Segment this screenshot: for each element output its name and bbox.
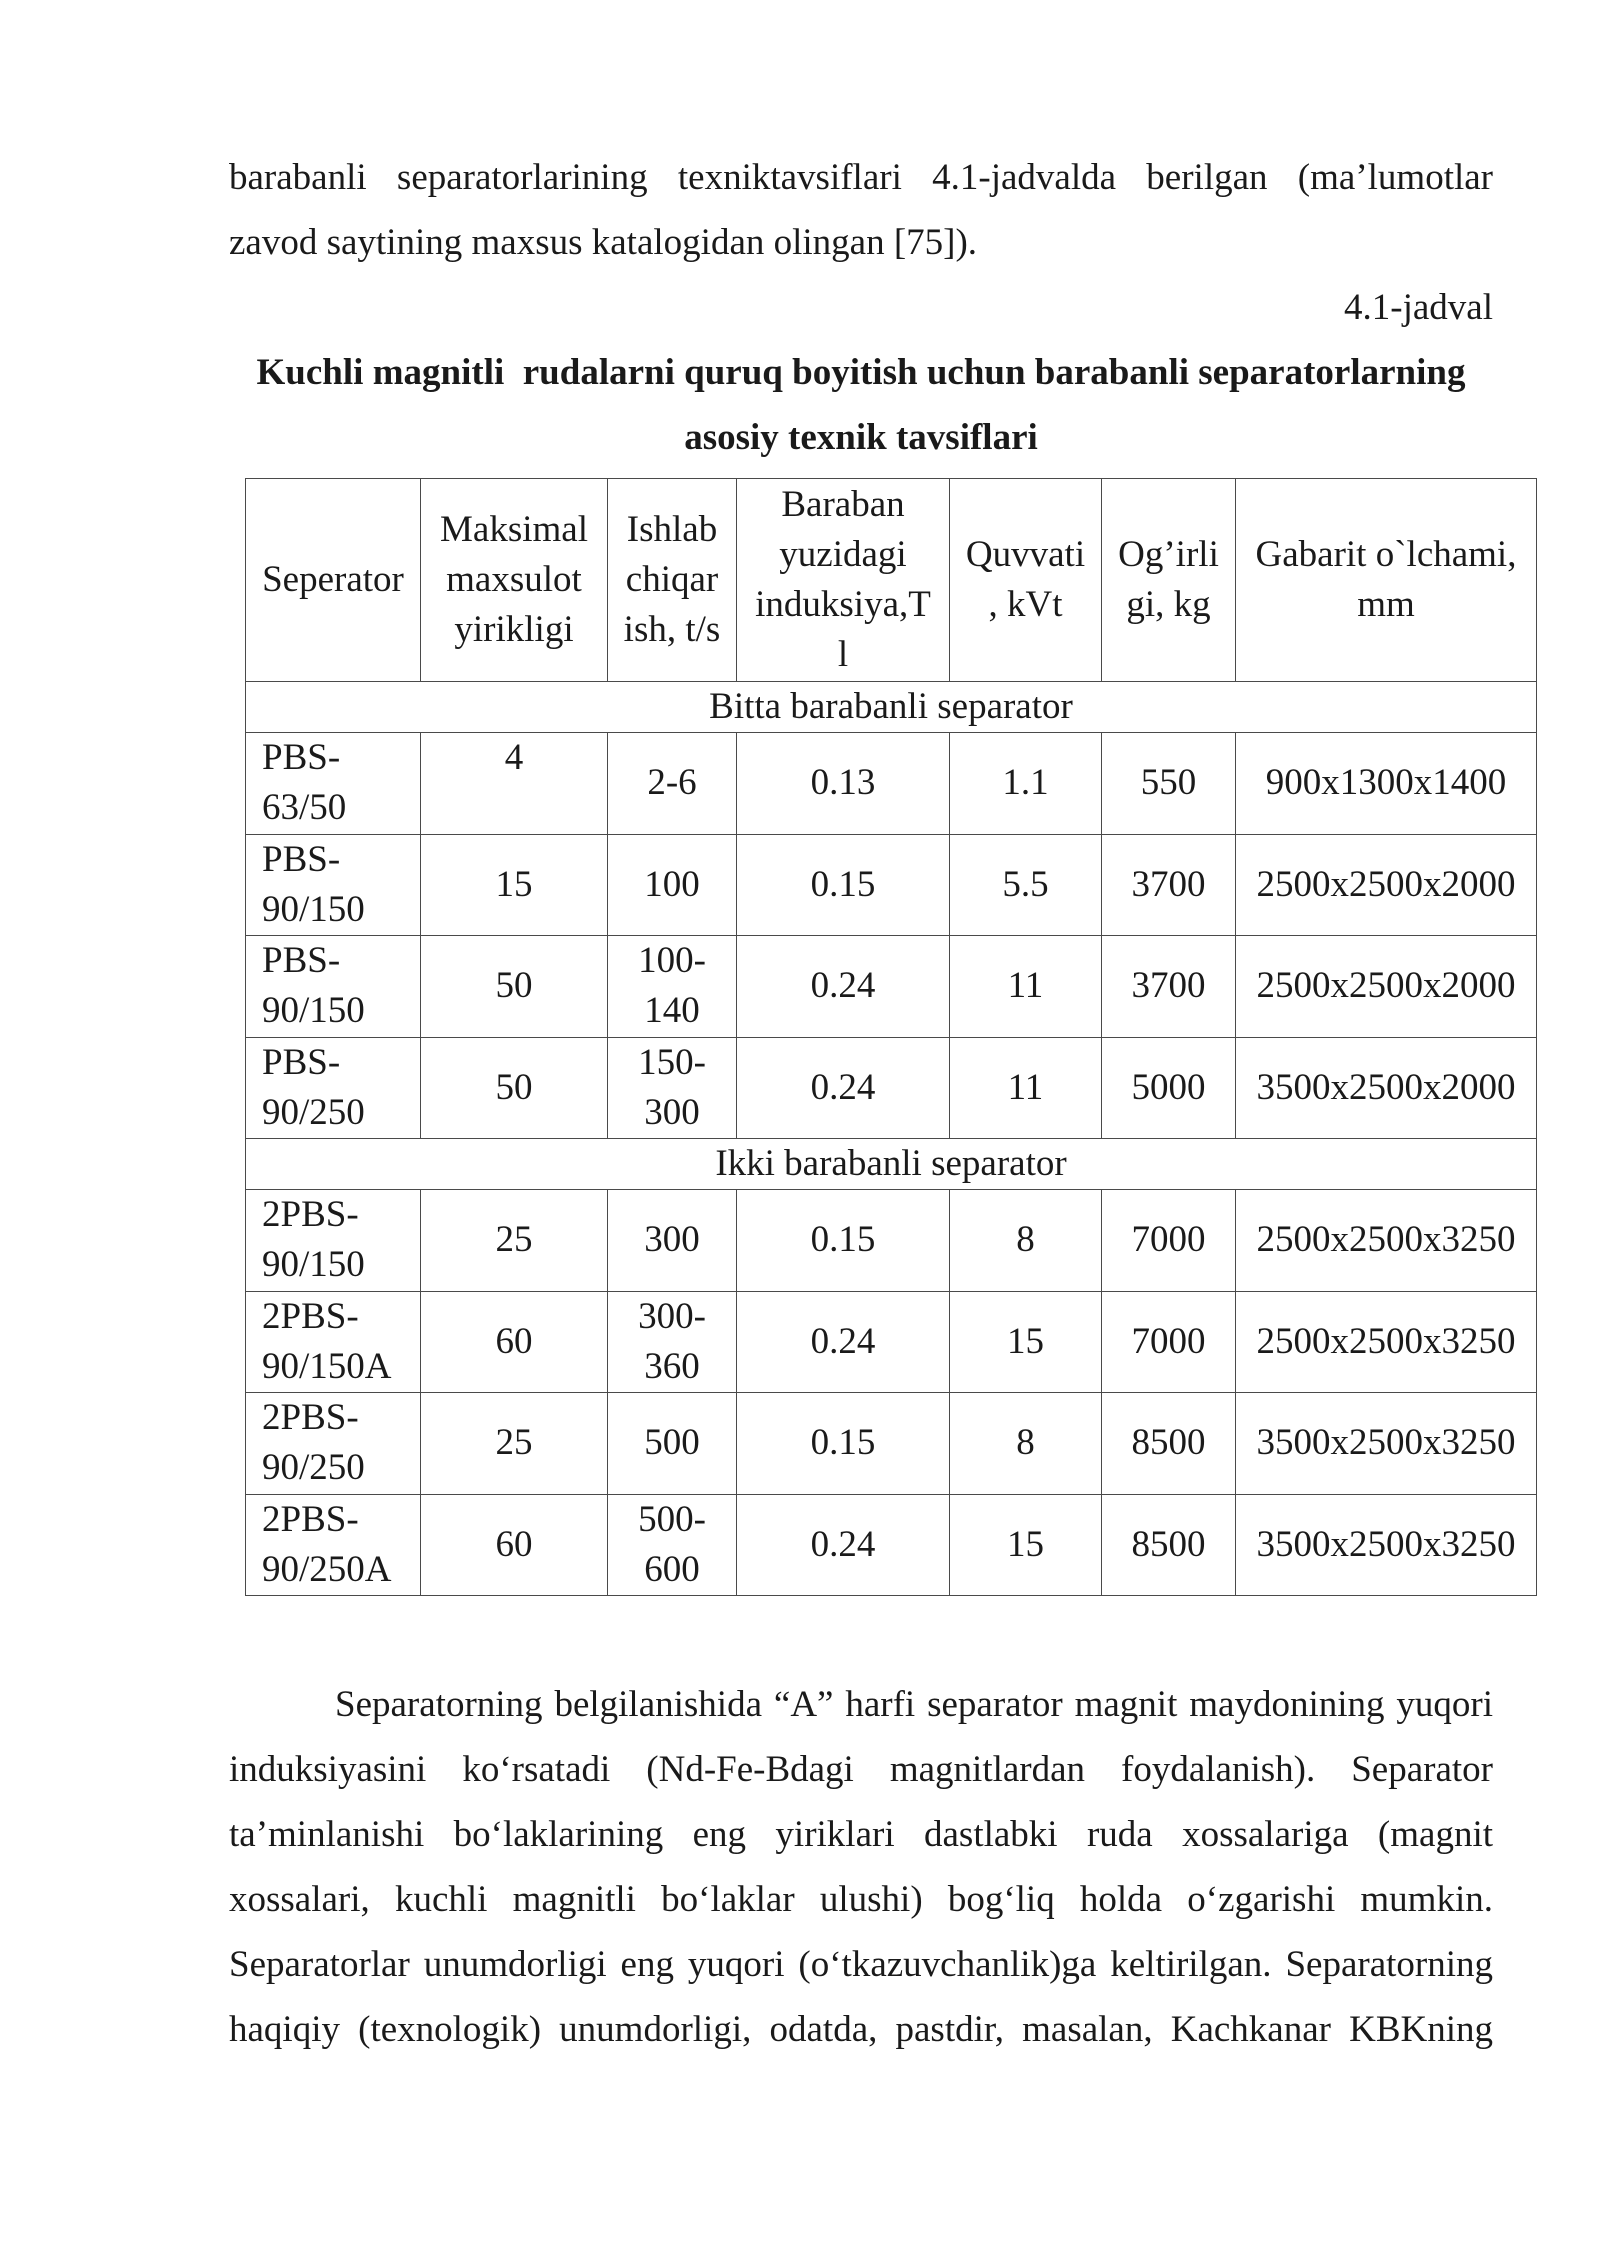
cell-induction: 0.15 — [737, 1393, 950, 1495]
header-induction: Baraban yuzidagi induksiya,T l — [737, 479, 950, 682]
cell-weight: 3700 — [1102, 834, 1236, 936]
cell-induction: 0.15 — [737, 1190, 950, 1292]
cell-max-size: 25 — [421, 1393, 608, 1495]
table-row — [246, 834, 1537, 936]
cell-weight: 3700 — [1102, 936, 1236, 1038]
specs-table — [245, 478, 1537, 1596]
cell-induction: 0.24 — [737, 936, 950, 1038]
cell-power: 11 — [950, 936, 1102, 1038]
cell-capacity: 300 — [608, 1190, 737, 1292]
cell-power: 8 — [950, 1190, 1102, 1292]
paragraph-line: Separatorning belgilanishida “A” harfi separator magnit maydonining yuqori — [335, 1684, 1493, 1725]
cell-dimensions: 2500x2500x2000 — [1236, 936, 1537, 1038]
cell-dimensions: 2500x2500x3250 — [1236, 1190, 1537, 1292]
cell-model: PBS- 90/250 — [246, 1037, 421, 1139]
header-seperator: Seperator — [246, 479, 421, 682]
cell-weight: 550 — [1102, 733, 1236, 835]
cell-power: 11 — [950, 1037, 1102, 1139]
cell-induction: 0.13 — [737, 733, 950, 835]
cell-dimensions: 2500x2500x2000 — [1236, 834, 1537, 936]
cell-induction: 0.15 — [737, 834, 950, 936]
cell-capacity: 500- 600 — [608, 1494, 737, 1596]
cell-capacity: 2-6 — [608, 733, 737, 835]
cell-capacity: 150- 300 — [608, 1037, 737, 1139]
cell-model: PBS- 90/150 — [246, 834, 421, 936]
cell-capacity: 300- 360 — [608, 1291, 737, 1393]
paragraph-line: barabanli separatorlarining texniktavsiflari 4.1-jadvalda berilgan (ma’lumotlar — [229, 157, 1493, 198]
cell-induction: 0.24 — [737, 1037, 950, 1139]
header-max-size: Maksimal maxsulot yirikligi — [421, 479, 608, 682]
table-row — [246, 1037, 1537, 1139]
cell-weight: 7000 — [1102, 1190, 1236, 1292]
header-capacity: Ishlab chiqar ish, t/s — [608, 479, 737, 682]
cell-induction: 0.24 — [737, 1291, 950, 1393]
table-header-row — [246, 479, 1537, 682]
cell-model: 2PBS- 90/250A — [246, 1494, 421, 1596]
cell-model: PBS- 63/50 — [246, 733, 421, 835]
cell-weight: 5000 — [1102, 1037, 1236, 1139]
header-power: Quvvati , kVt — [950, 479, 1102, 682]
cell-model: 2PBS- 90/150 — [246, 1190, 421, 1292]
paragraph-line: induksiyasini ko‘rsatadi (Nd-Fe-Bdagi magnitlardan foydalanish). Separator — [229, 1749, 1493, 1790]
table-row — [246, 733, 1537, 835]
table-title-line: Kuchli magnitli rudalarni quruq boyitish uchun barabanli separatorlarning — [256, 352, 1466, 393]
table-title-line: asosiy texnik tavsiflari — [684, 417, 1038, 458]
section-row — [246, 682, 1537, 733]
cell-max-size: 4 — [421, 733, 608, 835]
cell-dimensions: 900x1300x1400 — [1236, 733, 1537, 835]
cell-max-size: 60 — [421, 1291, 608, 1393]
paragraph-line: Separatorlar unumdorligi eng yuqori (o‘tkazuvchanlik)ga keltirilgan. Separatorning — [229, 1944, 1493, 1985]
cell-power: 15 — [950, 1494, 1102, 1596]
header-weight: Og’irli gi, kg — [1102, 479, 1236, 682]
section-label: Ikki barabanli separator — [246, 1139, 1537, 1190]
specs-table-container — [245, 478, 1536, 1596]
cell-capacity: 100 — [608, 834, 737, 936]
table-label: 4.1-jadval — [1344, 287, 1493, 328]
cell-max-size: 50 — [421, 936, 608, 1038]
table-row — [246, 1190, 1537, 1292]
cell-dimensions: 3500x2500x2000 — [1236, 1037, 1537, 1139]
cell-weight: 8500 — [1102, 1393, 1236, 1495]
section-row — [246, 1139, 1537, 1190]
cell-dimensions: 2500x2500x3250 — [1236, 1291, 1537, 1393]
body-paragraph — [229, 1672, 1493, 2062]
cell-capacity: 500 — [608, 1393, 737, 1495]
table-row — [246, 936, 1537, 1038]
paragraph-line: haqiqiy (texnologik) unumdorligi, odatda, pastdir, masalan, Kachkanar KBKning — [229, 2009, 1493, 2050]
cell-power: 5.5 — [950, 834, 1102, 936]
intro-section — [229, 145, 1493, 470]
cell-induction: 0.24 — [737, 1494, 950, 1596]
table-body — [246, 682, 1537, 1596]
cell-max-size: 50 — [421, 1037, 608, 1139]
cell-model: 2PBS- 90/150A — [246, 1291, 421, 1393]
cell-power: 15 — [950, 1291, 1102, 1393]
cell-max-size: 15 — [421, 834, 608, 936]
section-label: Bitta barabanli separator — [246, 682, 1537, 733]
cell-capacity: 100- 140 — [608, 936, 737, 1038]
table-row — [246, 1494, 1537, 1596]
header-dimensions: Gabarit o`lchami, mm — [1236, 479, 1537, 682]
table-head — [246, 479, 1537, 682]
paragraph-line: ta’minlanishi bo‘laklarining eng yiriklari dastlabki ruda xossalariga (magnit — [229, 1814, 1493, 1855]
cell-dimensions: 3500x2500x3250 — [1236, 1494, 1537, 1596]
cell-weight: 7000 — [1102, 1291, 1236, 1393]
cell-weight: 8500 — [1102, 1494, 1236, 1596]
table-row — [246, 1393, 1537, 1495]
paragraph-line: zavod saytining maxsus katalogidan olingan [75]). — [229, 222, 978, 263]
cell-dimensions: 3500x2500x3250 — [1236, 1393, 1537, 1495]
table-row — [246, 1291, 1537, 1393]
cell-model: PBS- 90/150 — [246, 936, 421, 1038]
cell-model: 2PBS- 90/250 — [246, 1393, 421, 1495]
cell-max-size: 25 — [421, 1190, 608, 1292]
cell-max-size: 60 — [421, 1494, 608, 1596]
cell-power: 8 — [950, 1393, 1102, 1495]
paragraph-line: xossalari, kuchli magnitli bo‘laklar ulushi) bog‘liq holda o‘zgarishi mumkin. — [229, 1879, 1493, 1920]
cell-power: 1.1 — [950, 733, 1102, 835]
